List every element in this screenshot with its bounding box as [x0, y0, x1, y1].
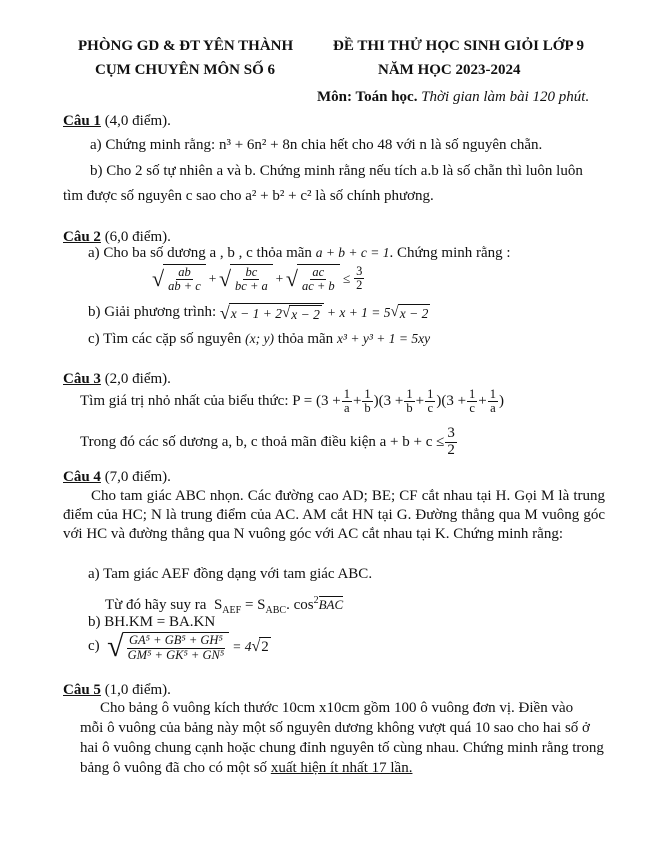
q2-f3-den: ac + b: [301, 279, 335, 294]
q2-part-c: [88, 331, 430, 348]
q3-frac-3a: $\frac{1}{a}$: [489, 387, 497, 416]
q4-c-rhs-root: √ 2: [251, 638, 269, 656]
q2-a-text: a) Cho ba số dương a , b , c thỏa mãn: [88, 245, 312, 261]
q2-b-inner-root: √ x − 2: [282, 305, 320, 322]
q2-a-inequality: √ $\frac{ab}{ab + c}$ + √ $\frac{bc}{bc + a}$ + √ $\frac{ac}{ac + b}$ ≤ $\frac{3}{2}$: [152, 264, 363, 294]
q5-points: (1,0 điểm).: [104, 682, 171, 698]
q4-part-a: a) Tam giác AEF đồng dạng với tam giác ABC.: [88, 566, 373, 582]
q2-b-equation: [220, 303, 431, 323]
q2-b-end-root: √ x − 2: [390, 304, 429, 321]
q2-f1-den: ab + c: [168, 279, 201, 294]
q4-title: Câu 4: [63, 469, 101, 485]
q4-c-root: √ $\frac{\text{GA⁵ + GB⁵ + GH⁵}}{\text{GM⁵ + GK⁵ + GN⁵}}$: [107, 632, 229, 662]
q5-line1: Cho bảng ô vuông kích thước 10cm x10cm gồm 100 ô vuông đơn vị. Điền vào: [100, 700, 574, 716]
q5-line3: hai ô vuông chung cạnh hoặc chung đỉnh nguyên tố cùng nhau. Chứng minh rằng trong: [80, 740, 604, 756]
q2-f1-num: ab: [178, 265, 191, 279]
q2-b-mid: + x + 1 = 5: [326, 305, 391, 320]
q2-points: (6,0 điểm).: [104, 229, 171, 245]
header-subject: [317, 89, 589, 106]
q4-a2-angle: BAC: [318, 597, 344, 612]
q4-c-num: GA⁵ + GB⁵ + GH⁵: [129, 633, 223, 648]
q2-b-text: b) Giải phương trình:: [88, 304, 217, 321]
q2-f3-num: ac: [312, 265, 325, 279]
q4-c-label: c): [88, 638, 100, 655]
q2-part-b: [88, 303, 430, 323]
q2-f2-den: bc + a: [235, 279, 268, 294]
header-exam-title: ĐỀ THI THỬ HỌC SINH GIỎI LỚP 9: [333, 38, 585, 54]
header-cluster: CỤM CHUYÊN MÔN SỐ 6: [95, 62, 275, 78]
header-school: PHÒNG GD & ĐT YÊN THÀNH: [78, 38, 294, 54]
q3-line2-cond: a + b + c ≤: [379, 433, 445, 450]
q2-rhs-num: 3: [356, 264, 363, 278]
q3-frac-3c: $\frac{1}{c}$: [469, 387, 476, 416]
q2-rhs-den: 2: [356, 278, 363, 293]
q3-title: Câu 3: [63, 371, 101, 387]
q5-title: Câu 5: [63, 682, 101, 698]
q3-frac-2c: $\frac{1}{c}$: [427, 387, 434, 416]
q2-c-pair: (x; y): [245, 331, 275, 346]
q3-rhs-den: 2: [447, 441, 455, 458]
q2-title: Câu 2: [63, 229, 101, 245]
q2-root-2: √ $\frac{bc}{bc + a}$: [219, 264, 273, 293]
q2-b-outer-root: √ x − 1 + 2 √ x − 2: [220, 303, 324, 323]
q4-points: (7,0 điểm).: [104, 469, 171, 485]
q2-a-tail: . Chứng minh rằng :: [389, 245, 511, 261]
q3-rhs-num: 3: [447, 425, 455, 441]
q5-line4: [80, 760, 412, 777]
q4-heading: [63, 469, 171, 486]
q3-line1-text: Tìm giá trị nhỏ nhất của biểu thức: P = (3 +: [80, 393, 341, 409]
q3-expression: Tìm giá trị nhỏ nhất của biểu thức: P = (3 + $\frac{1}{a}$ + $\frac{1}{b}$ )(3 + $\frac{1}{b}$ + $\frac{1}{c}$ )(3 + $\frac{1}{c}$ + $\frac{1}{a}$ ): [80, 387, 505, 416]
q1-part-a: a) Chứng minh rằng: n³ + 6n² + 8n chia hết cho 48 với n là số nguyên chẵn.: [90, 137, 543, 153]
header-school-year: NĂM HỌC 2023-2024: [378, 62, 521, 78]
q2-c-text: c) Tìm các cặp số nguyên: [88, 331, 242, 347]
q4-c-rhs: = 4: [232, 639, 252, 655]
q5-line2: mỗi ô vuông của bảng này một số nguyên dương không vượt quá 10 sao cho hai số ở: [80, 720, 590, 736]
q4-c-rhs-root-val: 2: [261, 639, 269, 656]
q2-part-a: [88, 245, 511, 262]
q2-heading: [63, 229, 171, 246]
q4-a2-eq: $S_{AEF} = S_{ABC}$. $\cos^2BAC$: [213, 595, 344, 616]
q4-c-den: GM⁵ + GK⁵ + GN⁵: [127, 647, 225, 662]
q2-ineq-sign: ≤: [342, 270, 351, 286]
q5-line4-a: bảng ô vuông đã cho có một số: [80, 760, 268, 776]
q4-paragraph: Cho tam giác ABC nhọn. Các đường cao AD; BE; CF cắt nhau tại H. Gọi M là trung điểm của HC; N là trung điểm của AC. AM cắt HN tại G. Đường thẳng qua M vuông góc với HC và đường thẳng qua N vuông góc với AC cắt nhau tại K. Chứng minh rằng:: [63, 488, 605, 542]
q3-condition: [80, 426, 458, 459]
q4-part-b: b) BH.KM = BA.KN: [88, 614, 216, 630]
q4-part-c: [88, 632, 271, 662]
q1-part-b-line1: b) Cho 2 số tự nhiên a và b. Chứng minh rằng nếu tích a.b là số chẵn thì luôn luôn: [90, 163, 583, 179]
q5-line4-b: xuất hiện ít nhất 17 lần.: [270, 760, 413, 776]
q1-heading: [63, 113, 171, 130]
time-note: Thời gian làm bài 120 phút.: [421, 89, 590, 105]
q1-points: (4,0 điểm).: [104, 113, 171, 129]
subject-label: Môn: Toán học.: [317, 89, 418, 105]
q2-b-inner2: x − 2: [291, 307, 320, 322]
q3-frac-1a: $\frac{1}{a}$: [343, 387, 350, 416]
q2-f2-num: bc: [245, 265, 258, 279]
q2-root-1: √ $\frac{ab}{ab + c}$: [152, 264, 206, 293]
q5-heading: [63, 682, 171, 699]
q3-heading: [63, 371, 171, 388]
q1-title: Câu 1: [63, 113, 101, 129]
q2-b-inner: x − 1 + 2: [230, 306, 282, 321]
q2-c-mid: thỏa mãn: [277, 331, 334, 347]
q3-frac-1b: $\frac{1}{b}$: [364, 387, 371, 416]
q2-rhs: [354, 265, 364, 292]
q3-frac-2b: $\frac{1}{b}$: [406, 387, 413, 416]
q3-points: (2,0 điểm).: [104, 371, 171, 387]
q3-line2-text: Trong đó các số dương a, b, c thoả mãn điều kiện: [80, 433, 376, 450]
q1-part-b-line2: tìm được số nguyên c sao cho a² + b² + c² là số chính phương.: [63, 188, 434, 204]
q2-c-eq: x³ + y³ + 1 = 5xy: [336, 331, 431, 346]
q2-root-3: √ $\frac{ac}{ac + b}$: [286, 264, 340, 293]
q4-a2-text: Từ đó hãy suy ra: [105, 597, 207, 613]
q3-rhs: [445, 426, 457, 459]
q2-b-end: x − 2: [399, 306, 429, 321]
q2-a-condition: a + b + c = 1: [315, 245, 390, 260]
